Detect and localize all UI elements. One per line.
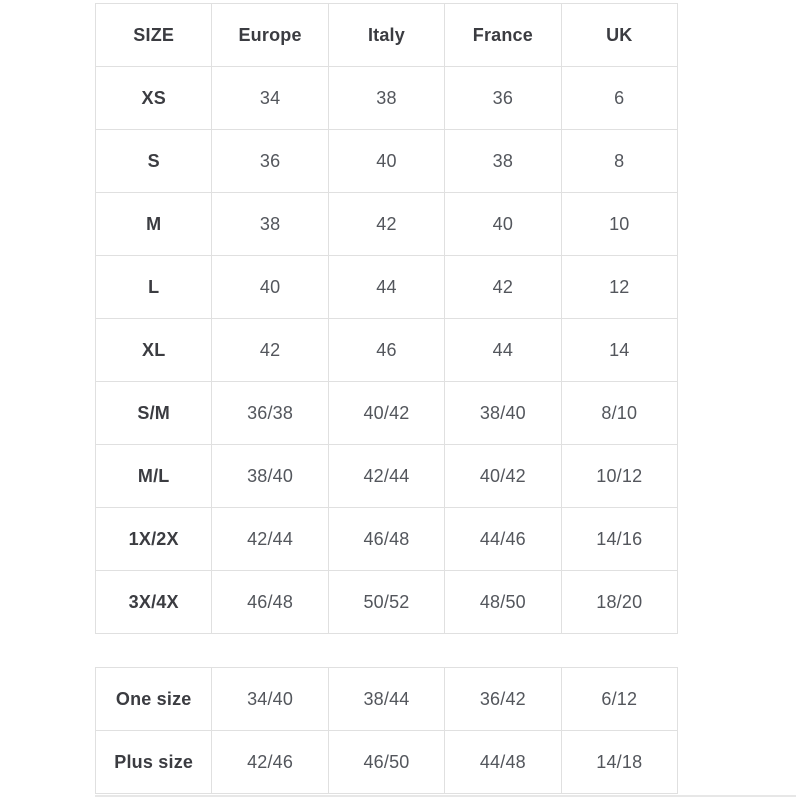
size-label-cell: 1X/2X (96, 508, 212, 571)
europe-value-cell: 34/40 (212, 668, 328, 731)
table-row-xl (96, 319, 678, 382)
uk-value-cell: 8/10 (561, 382, 677, 445)
uk-value-cell: 12 (561, 256, 677, 319)
uk-value-cell: 14/18 (561, 731, 677, 794)
italy-value-cell: 46 (328, 319, 444, 382)
france-value-cell: 44 (445, 319, 561, 382)
italy-value-cell: 42 (328, 193, 444, 256)
size-label-cell: 3X/4X (96, 571, 212, 634)
italy-value-cell: 38/44 (328, 668, 444, 731)
table-row-one-size (96, 668, 678, 731)
size-conversion-table (95, 3, 678, 634)
table-row-xs (96, 67, 678, 130)
uk-value-cell: 10/12 (561, 445, 677, 508)
column-header-size: SIZE (96, 4, 212, 67)
table-row-plus-size (96, 731, 678, 794)
france-value-cell: 38 (445, 130, 561, 193)
europe-value-cell: 42/44 (212, 508, 328, 571)
uk-value-cell: 10 (561, 193, 677, 256)
size-label-cell: XL (96, 319, 212, 382)
italy-value-cell: 50/52 (328, 571, 444, 634)
bottom-divider (95, 795, 796, 797)
size-label-cell: XS (96, 67, 212, 130)
column-header-uk: UK (561, 4, 677, 67)
france-value-cell: 44/46 (445, 508, 561, 571)
uk-value-cell: 18/20 (561, 571, 677, 634)
france-value-cell: 40/42 (445, 445, 561, 508)
europe-value-cell: 46/48 (212, 571, 328, 634)
europe-value-cell: 36 (212, 130, 328, 193)
italy-value-cell: 38 (328, 67, 444, 130)
europe-value-cell: 38/40 (212, 445, 328, 508)
france-value-cell: 42 (445, 256, 561, 319)
column-header-italy: Italy (328, 4, 444, 67)
uk-value-cell: 6 (561, 67, 677, 130)
table-row-s (96, 130, 678, 193)
uk-value-cell: 14 (561, 319, 677, 382)
table-row-m (96, 193, 678, 256)
france-value-cell: 36/42 (445, 668, 561, 731)
europe-value-cell: 38 (212, 193, 328, 256)
europe-value-cell: 34 (212, 67, 328, 130)
europe-value-cell: 42 (212, 319, 328, 382)
italy-value-cell: 44 (328, 256, 444, 319)
france-value-cell: 38/40 (445, 382, 561, 445)
size-label-cell: M/L (96, 445, 212, 508)
size-label-cell: L (96, 256, 212, 319)
france-value-cell: 36 (445, 67, 561, 130)
italy-value-cell: 42/44 (328, 445, 444, 508)
uk-value-cell: 8 (561, 130, 677, 193)
italy-value-cell: 40/42 (328, 382, 444, 445)
table-row-l (96, 256, 678, 319)
uk-value-cell: 6/12 (561, 668, 677, 731)
italy-value-cell: 46/50 (328, 731, 444, 794)
size-label-cell: M (96, 193, 212, 256)
italy-value-cell: 46/48 (328, 508, 444, 571)
table-row-3x4x (96, 571, 678, 634)
special-sizes-table (95, 667, 678, 794)
size-label-cell: S/M (96, 382, 212, 445)
europe-value-cell: 40 (212, 256, 328, 319)
column-header-france: France (445, 4, 561, 67)
size-label-cell: Plus size (96, 731, 212, 794)
europe-value-cell: 36/38 (212, 382, 328, 445)
france-value-cell: 48/50 (445, 571, 561, 634)
table-row-ml (96, 445, 678, 508)
table-row-1x2x (96, 508, 678, 571)
size-label-cell: One size (96, 668, 212, 731)
france-value-cell: 44/48 (445, 731, 561, 794)
italy-value-cell: 40 (328, 130, 444, 193)
europe-value-cell: 42/46 (212, 731, 328, 794)
column-header-europe: Europe (212, 4, 328, 67)
header-row (96, 4, 678, 67)
table-row-sm (96, 382, 678, 445)
uk-value-cell: 14/16 (561, 508, 677, 571)
size-label-cell: S (96, 130, 212, 193)
france-value-cell: 40 (445, 193, 561, 256)
